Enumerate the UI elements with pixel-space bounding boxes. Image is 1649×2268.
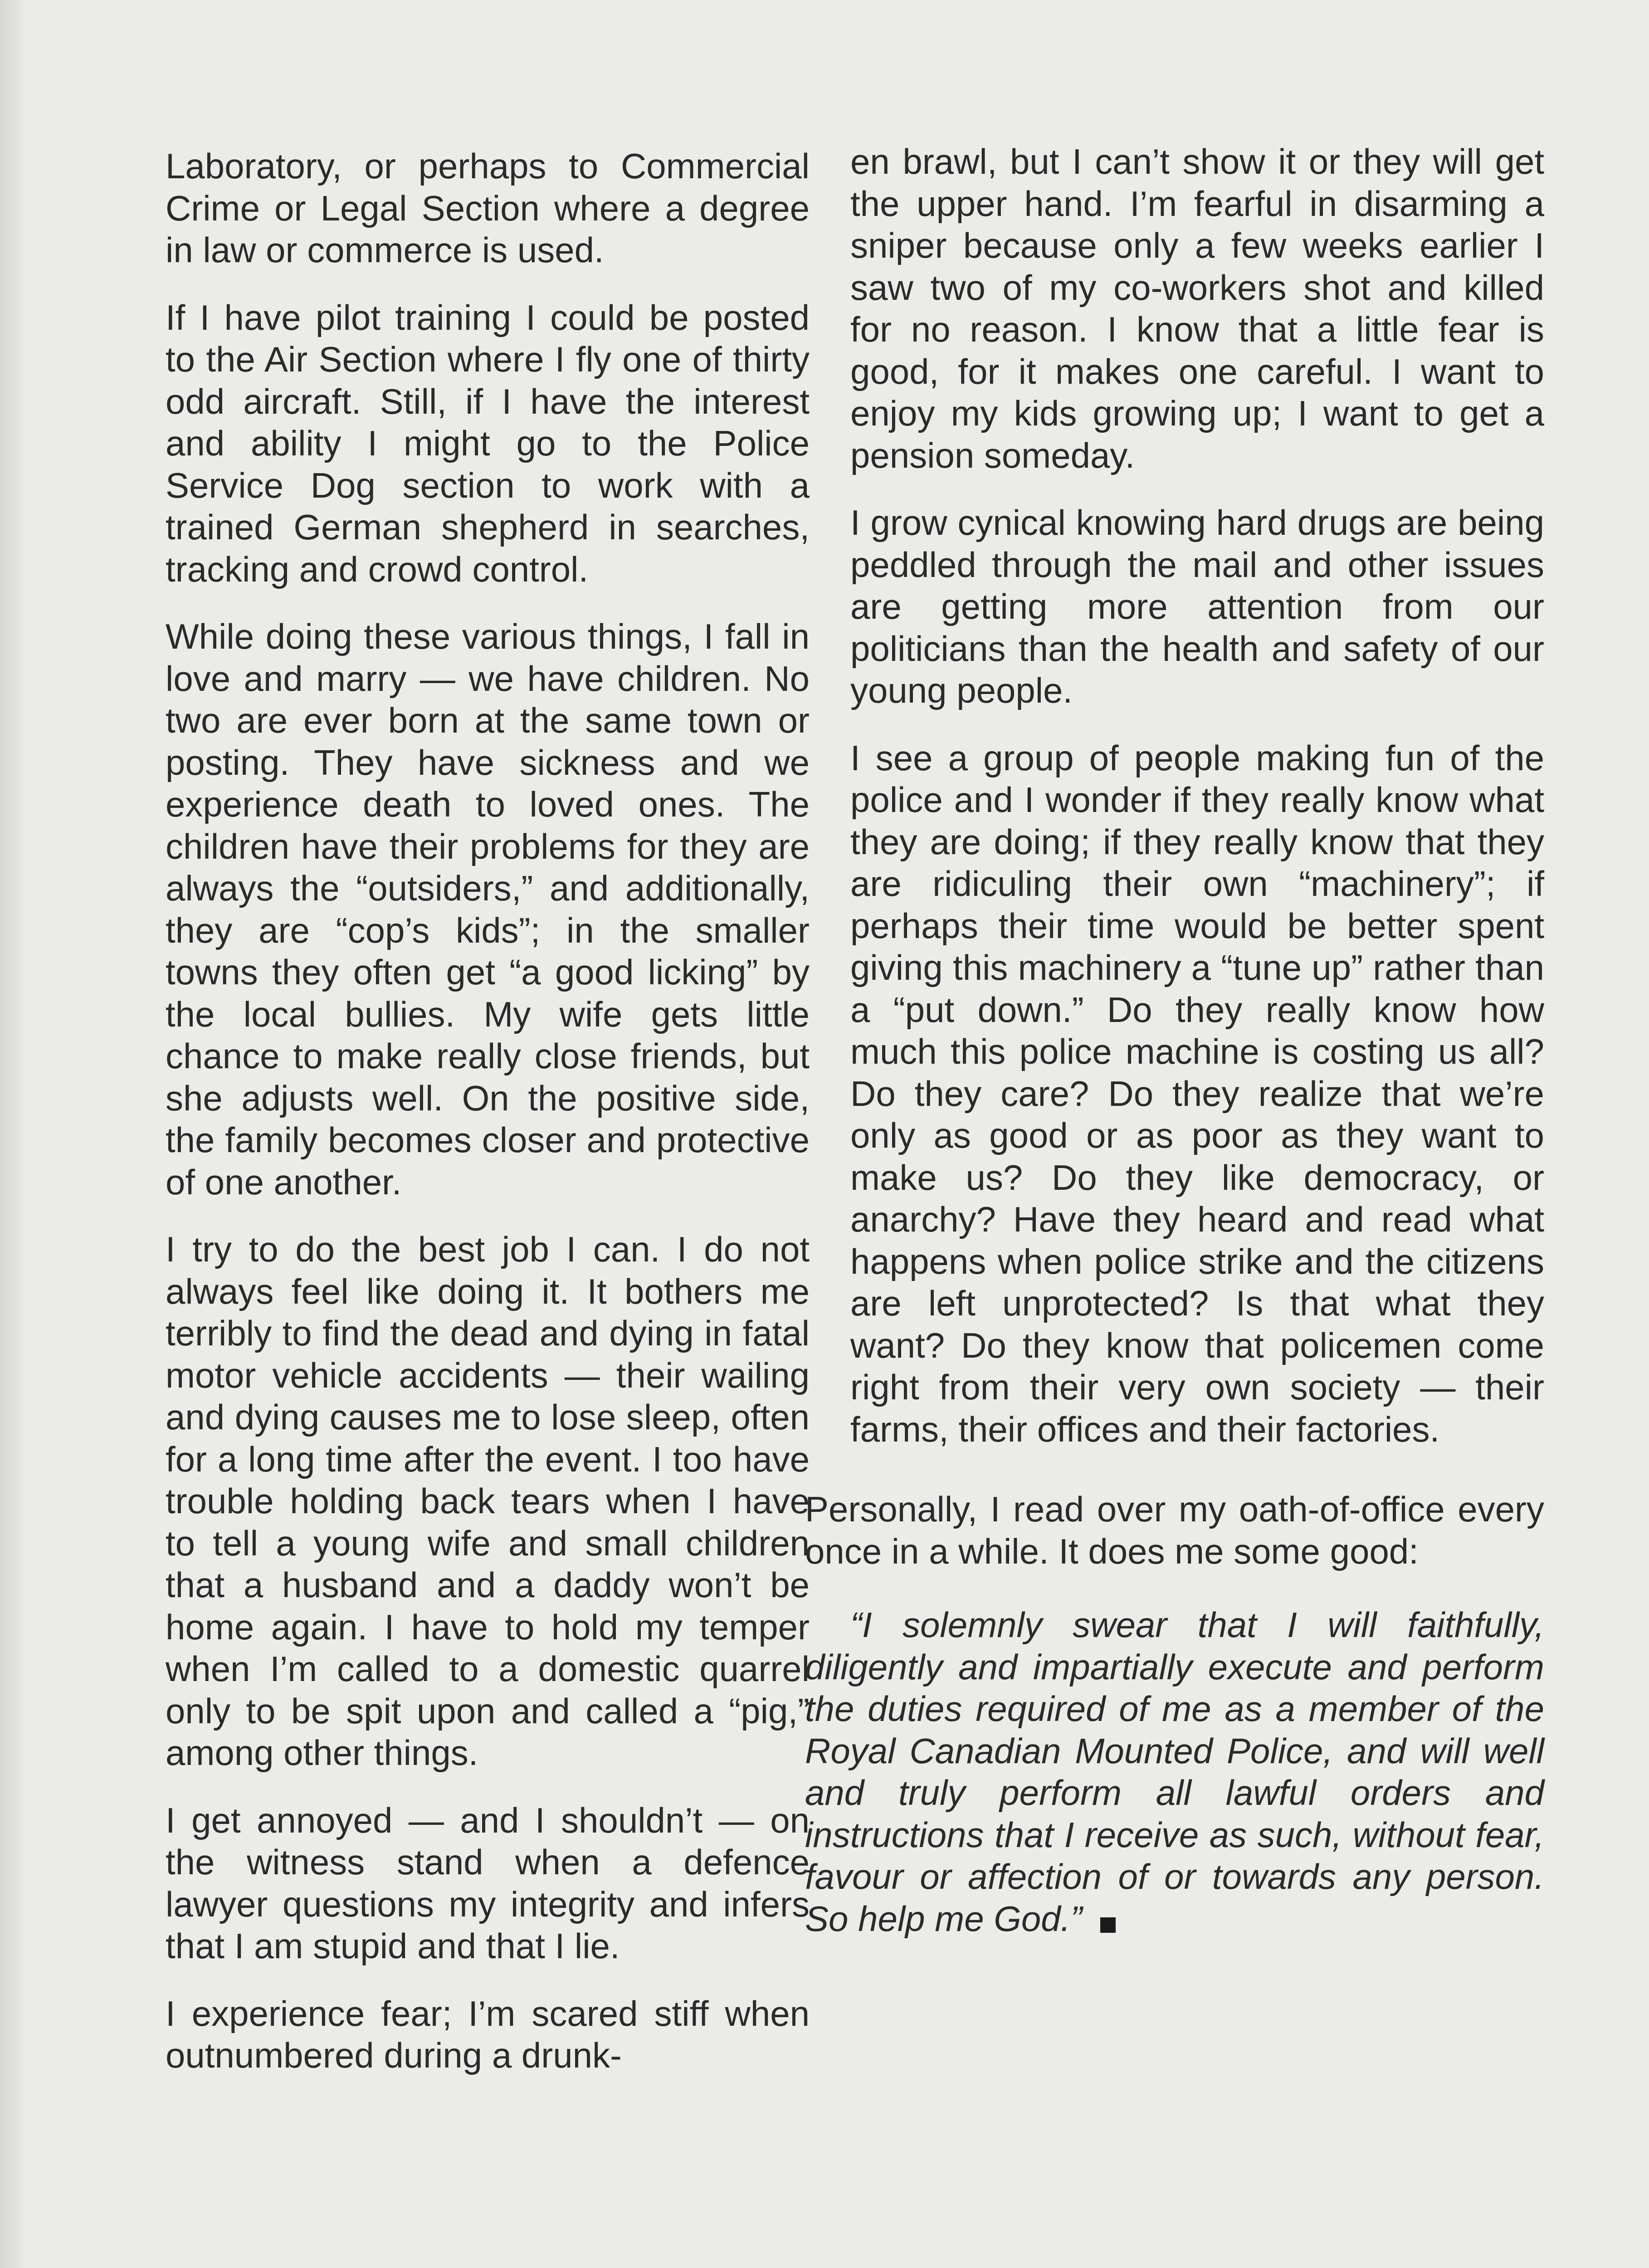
page-edge-shadow bbox=[0, 0, 27, 2268]
end-of-article-mark bbox=[1100, 1917, 1116, 1933]
paragraph: I see a group of people making fun of the police and I wonder if they really know what they are doing; if they really know that they are ridiculing their own “machinery”; if perhaps their time would be better spent giving this machinery a “tune up” rather than a “put down.” Do they really know how much this police machine is costing us all? Do they care? Do they realize that we’re only as good or as poor as they want to make us? Do they like democracy, or anarchy? Have they heard and read what happens when police strike and the citizens are left unprotected? Is that what they want? Do they know that policemen come right from their very own society — their farms, their offices and their factories. bbox=[850, 738, 1544, 1449]
paragraph: While doing these various things, I fall in love and marry — we have children. No two are ever born at the same town or posting. They have sickness and we experience death to loved ones. The children have their problems for they are always the “outsiders,” and additionally, they are “cop’s kids”; in the smaller towns they often get “a good licking” by the local bullies. My wife gets little chance to make really close friends, but she adjusts well. On the positive side, the family becomes closer and protective of one another. bbox=[166, 616, 810, 1202]
oath-text: “I solemnly swear that I will faithfully, diligently and impartially execute and perform the duties required of me as a member of the Royal Canadian Mounted Police, and will well and truly perform all lawful orders and instructions that I receive as such, without fear, favour or affection of or towards any person. So help me God.” bbox=[805, 1605, 1544, 1939]
paragraph: Laboratory, or perhaps to Commercial Crime or Legal Section where a degree in law or commerce is used. bbox=[166, 146, 810, 270]
paragraph-personally: Personally, I read over my oath-of-office every once in a while. It does me some good: bbox=[805, 1489, 1544, 1571]
paragraph: If I have pilot training I could be posted to the Air Section where I fly one of thirty odd aircraft. Still, if I have the interest and ability I might go to the Police Service Dog section to work with a trained German shepherd in searches, tracking and crowd control. bbox=[166, 297, 810, 589]
right-column bbox=[805, 141, 1544, 1965]
paragraph: I try to do the best job I can. I do not always feel like doing it. It bothers me terribly to find the dead and dying in fatal motor vehicle accidents — their wailing and dying causes me to lose sleep, often for a long time after the event. I too have trouble holding back tears when I have to tell a young wife and small children that a husband and a daddy won’t be home again. I have to hold my temper when I’m called to a domestic quarrel only to be spit upon and called a “pig,” among other things. bbox=[166, 1229, 810, 1773]
paragraph: en brawl, but I can’t show it or they will get the upper hand. I’m fearful in disarming a sniper because only a few weeks earlier I saw two of my co-workers shot and killed for no reason. I know that a little fear is good, for it makes one careful. I want to enjoy my kids growing up; I want to get a pension someday. bbox=[850, 142, 1544, 475]
oath-quote bbox=[805, 1604, 1544, 1940]
paragraph: I experience fear; I’m scared stiff when outnumbered during a drunk- bbox=[166, 1993, 810, 2075]
paragraph: I grow cynical knowing hard drugs are being peddled through the mail and other issues are getting more attention from our politicians than the health and safety of our young people. bbox=[850, 503, 1544, 710]
paragraph: I get annoyed — and I shouldn’t — on the witness stand when a defence lawyer questions my integrity and infers that I am stupid and that I lie. bbox=[166, 1800, 810, 1966]
left-column bbox=[166, 145, 810, 2102]
